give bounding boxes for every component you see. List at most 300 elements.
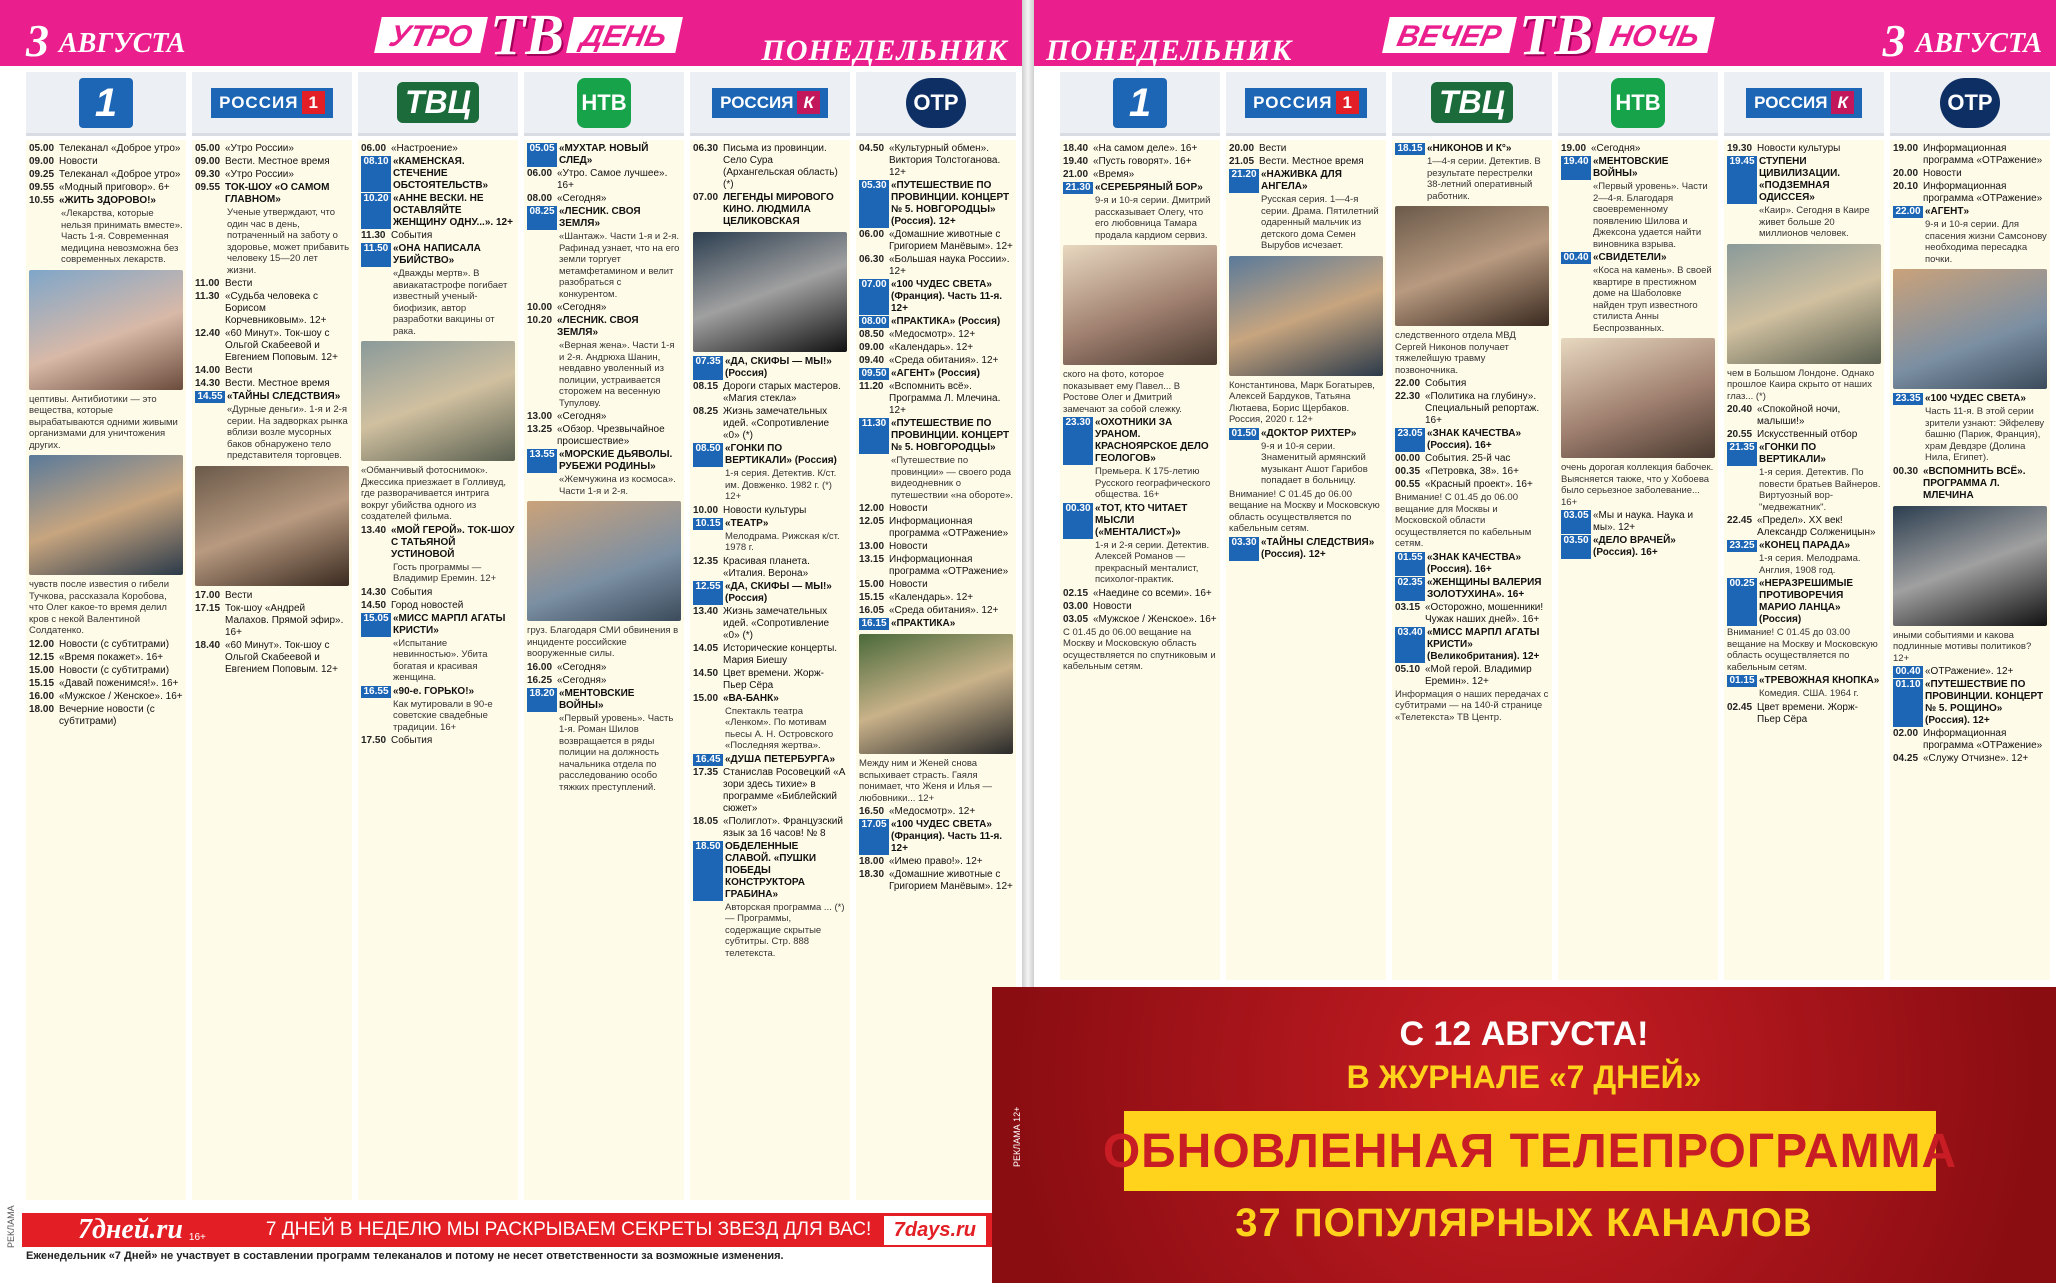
program-row[interactable] [527,411,681,423]
program-row[interactable] [361,686,515,698]
program-row[interactable] [859,418,1013,454]
program-time: 17.35 [693,766,719,778]
program-time: 18.00 [859,856,885,867]
program-row[interactable] [1395,552,1549,576]
program-row[interactable] [1893,143,2047,167]
magazine-ad-banner[interactable] [992,987,2056,1283]
left-page [0,0,1022,1283]
program-row[interactable] [527,688,681,712]
program-row[interactable] [29,691,183,703]
program-title: «ДОКТОР РИХТЕР» [1261,427,1357,439]
program-row[interactable] [859,143,1013,179]
program-row[interactable] [361,735,515,747]
program-row[interactable] [1395,664,1549,688]
channel-logo-cell[interactable] [1558,72,1718,136]
program-row[interactable] [693,841,847,901]
program-time: 08.50 [859,329,885,340]
program-row[interactable] [1063,601,1217,613]
program-row[interactable] [1727,404,1881,428]
logo-number: 1 [1336,91,1358,114]
program-title: «ПУТЕШЕСТВИЕ ПО ПРОВИНЦИИ. КОНЦЕРТ № 5. НОВГОРОДЦЫ» (Россия). 12+ [891,180,1010,227]
channel-logo-cell[interactable] [1226,72,1386,136]
program-time: 13.15 [859,554,885,565]
ad-channels-line: 37 ПОПУЛЯРНЫХ КАНАЛОВ [1235,1201,1813,1245]
program-photo [1395,206,1549,326]
program-photo [693,232,847,352]
program-time: 09.00 [195,156,221,167]
program-description: следственного отдела МВД Сергей Никонов получает тяжелейшую травму позвоночника. [1395,330,1516,376]
program-row[interactable] [195,365,349,377]
program-time: 16.50 [859,806,885,817]
program-title: «ГОНКИ ПО ВЕРТИКАЛИ» (Россия) [725,443,837,466]
program-row[interactable] [693,381,847,405]
ntv-logo-icon: НТВ [577,78,631,128]
program-row[interactable] [859,869,1013,893]
program-description: Константинова, Марк Богатырев, Алексей Бардуков, Татьяна Лютаева, Борис Щербаков. Россия, 2020 г. 12+ [1229,379,1375,425]
program-row[interactable] [859,592,1013,604]
program-row[interactable] [1893,206,2047,218]
program-row[interactable] [1395,479,1549,491]
program-description: иными событиями и какова подлинные мотивы политиков? 12+ [1893,629,2032,664]
footer-reklama-label: РЕКЛАМА [6,1205,16,1248]
program-title: «Медосмотр». 12+ [889,329,976,340]
program-title: Вести. Местное время [1259,156,1364,167]
program-title: Красивая планета. «Италия. Верона» [723,555,810,579]
program-row[interactable] [195,590,349,602]
program-row[interactable] [527,449,681,473]
program-row[interactable] [859,819,1013,855]
program-row[interactable] [859,342,1013,354]
program-time: 19.00 [1561,143,1587,154]
program-title: «ЖИТЬ ЗДОРОВО!» [59,195,156,206]
program-time: 23.35 [1893,393,1923,405]
program-time: 09.50 [859,368,889,380]
program-row[interactable] [1727,156,1881,204]
channel-column [192,140,352,1200]
program-title: «НЕРАЗРЕШИМЫЕ ПРОТИВОРЕЧИЯ МАРИО ЛАНЦА» (Россия) [1759,578,1854,625]
program-row[interactable] [693,192,847,228]
program-title: «Культурный обмен». Виктория Толстоганова. 12+ [889,143,1001,178]
program-time: 15.15 [29,677,55,689]
program-row[interactable] [693,816,847,840]
program-time: 17.05 [859,819,889,855]
right-brand-logo [1386,2,1711,67]
program-row[interactable] [1395,378,1549,390]
program-row[interactable] [1561,535,1715,559]
program-row[interactable] [693,505,847,517]
program-row[interactable] [1561,252,1715,264]
program-row[interactable] [29,195,183,207]
program-row[interactable] [859,503,1013,515]
program-title: «ТАЙНЫ СЛЕДСТВИЯ» [227,391,341,402]
program-row[interactable] [361,600,515,612]
program-row[interactable] [29,156,183,168]
program-description: Авторская программа ... (*) — Программы, содержащие скрытые субтитры. Стр. 888 телетекста. [725,901,845,959]
program-time: 03.00 [1063,600,1089,612]
program-time: 22.00 [1893,206,1923,218]
program-row[interactable] [195,391,349,403]
right-schedule [1060,140,2050,980]
program-time: 08.10 [361,156,391,192]
program-time: 13.00 [527,411,553,422]
program-row[interactable] [1727,429,1881,441]
program-row[interactable] [361,587,515,599]
logo-number: К [1831,91,1853,114]
program-time: 19.30 [1727,143,1753,154]
program-row[interactable] [361,193,515,229]
program-row[interactable] [1063,143,1217,155]
program-row[interactable] [527,168,681,192]
program-row[interactable] [693,693,847,705]
program-time: 21.35 [1727,442,1757,466]
footer-banner[interactable] [22,1213,1012,1247]
right-date: 3 АВГУСТА [1882,15,2042,66]
channel-one-logo-icon: 1 [1113,78,1167,128]
program-row[interactable] [693,556,847,580]
program-row[interactable] [195,143,349,155]
program-row[interactable] [1893,666,2047,678]
program-row[interactable] [1893,393,2047,405]
program-time: 05.00 [29,143,55,154]
channel-logo-cell[interactable] [1724,72,1884,136]
program-row[interactable] [527,315,681,339]
program-row[interactable] [859,516,1013,540]
program-title: «Давай поженимся!». 16+ [59,677,179,689]
program-row[interactable] [1229,537,1383,561]
program-row[interactable] [1727,702,1881,726]
russia-1-logo-icon [211,88,333,118]
program-row[interactable] [1395,602,1549,626]
program-title: Новости (с субтитрами) [59,638,170,650]
program-time: 16.00 [29,690,55,702]
program-row[interactable] [195,640,349,676]
program-title: «Обзор. Чрезвычайное происшествие» [557,424,665,447]
program-title: «КАМЕНСКАЯ. СТЕЧЕНИЕ ОБСТОЯТЕЛЬСТВ» [393,156,489,191]
program-title: «Сегодня» [557,661,607,673]
program-row[interactable] [527,143,681,167]
program-row[interactable] [1893,181,2047,205]
program-row[interactable] [1063,417,1217,465]
program-row[interactable] [29,704,183,728]
program-row[interactable] [1727,442,1881,466]
program-title: Город новостей [391,599,464,611]
program-row[interactable] [361,525,515,561]
program-row[interactable] [195,291,349,327]
program-title: «СЕРЕБРЯНЫЙ БОР» [1095,182,1203,193]
program-time: 21.20 [1229,169,1259,193]
program-row[interactable] [1395,143,1549,155]
program-title: «ГОНКИ ПО ВЕРТИКАЛИ» [1759,442,1826,465]
program-row[interactable] [1395,453,1549,465]
program-row[interactable] [1395,391,1549,427]
program-row[interactable] [859,279,1013,315]
program-row[interactable] [693,356,847,380]
program-title: «Утро. Самое лучшее». 16+ [557,168,668,191]
program-description: «Испытание невинностью». Убита богатая и красивая женщина. [393,637,488,683]
program-row[interactable] [1727,143,1881,155]
program-time: 05.00 [195,143,221,154]
program-row[interactable] [1395,466,1549,478]
program-row[interactable] [1727,515,1881,539]
program-row[interactable] [1893,466,2047,502]
ad-reklama-label: РЕКЛАМА 12+ [1012,1106,1022,1167]
program-title: Новости (с субтитрами) [59,664,170,676]
program-row[interactable] [29,639,183,651]
brand-tv: ТВ [1518,2,1594,67]
program-row[interactable] [527,424,681,448]
program-row[interactable] [1063,503,1217,539]
program-row[interactable] [859,541,1013,553]
program-time: 15.00 [29,664,55,676]
program-row[interactable] [1561,143,1715,155]
program-title: «100 ЧУДЕС СВЕТА» (Франция). Часть 11-я. 12+ [891,819,1003,854]
program-row[interactable] [195,182,349,206]
program-row[interactable] [693,518,847,530]
program-row[interactable] [693,581,847,605]
program-row[interactable] [1229,428,1383,440]
program-time: 08.00 [859,316,889,328]
program-time: 15.00 [859,579,885,590]
program-title: «Сегодня» [557,193,607,204]
channel-logo-cell[interactable] [690,72,850,136]
russia-k-logo-icon [1746,88,1862,118]
program-row[interactable] [693,606,847,642]
program-row[interactable] [527,193,681,205]
program-row[interactable] [29,678,183,690]
program-title: «Домашние животные с Григорием Манёвым». 12+ [889,869,1013,892]
program-row[interactable] [29,169,183,181]
program-time: 19.40 [1063,156,1089,167]
program-row[interactable] [859,254,1013,278]
program-row[interactable] [1395,627,1549,663]
program-time: 18.15 [1395,143,1425,155]
program-row[interactable] [859,605,1013,617]
right-channel-logos [1060,72,2050,136]
program-title: «Модный приговор». 6+ [59,182,170,193]
program-time: 12.55 [693,581,723,605]
program-row[interactable] [527,302,681,314]
brand-tag-evening: ВЕЧЕР [1382,17,1517,53]
program-time: 18.00 [29,703,55,715]
program-time: 00.35 [1395,466,1421,477]
program-row[interactable] [361,156,515,192]
logo-text: РОССИЯ [219,92,299,112]
footer-disclaimer: Еженедельник «7 Дней» не участвует в составлении программ телеканалов и потому не несет ответственности за возможные изменения. [26,1250,784,1262]
footer-age-rating: 16+ [188,1232,206,1243]
program-row[interactable] [859,368,1013,380]
program-title: «Календарь». 12+ [889,592,974,603]
program-time: 00.00 [1395,453,1421,464]
program-description: 1-я серия. Детектив. По повести братьев Вайнеров. Виртуозный вор-"медвежатник". [1759,467,1881,513]
program-row[interactable] [361,230,515,242]
program-row[interactable] [693,767,847,815]
program-row[interactable] [1893,753,2047,765]
program-photo [1893,506,2047,626]
program-row[interactable] [361,243,515,267]
program-row[interactable] [1561,156,1715,180]
channel-logo-cell[interactable] [524,72,684,136]
program-time: 19.00 [1893,143,1919,154]
program-row[interactable] [1063,169,1217,181]
program-description: Гость программы — Владимир Еремин. 12+ [393,561,497,584]
channel-column [1890,140,2050,980]
program-time: 08.25 [693,406,719,417]
channel-logo-cell[interactable] [856,72,1016,136]
program-description: 1-я серия. Мелодрама. Англия, 1908 год. [1759,553,1861,576]
program-title: Искусственный отбор [1757,429,1858,440]
program-time: 06.00 [361,143,387,154]
program-row[interactable] [1395,428,1549,452]
program-row[interactable] [1395,577,1549,601]
program-row[interactable] [361,613,515,637]
footer-site-logo[interactable]: 7дней.ru [78,1214,183,1245]
program-title: «Судьба человека с Борисом Корчевниковым». 12+ [225,291,327,326]
program-description: Внимание! С 01.45 до 06.00 вещание для Москвы и Московской области осуществляется по кабельным сетям. [1395,492,1532,549]
program-row[interactable] [693,668,847,692]
program-time: 01.50 [1229,428,1259,440]
program-row[interactable] [693,443,847,467]
program-row[interactable] [859,180,1013,228]
program-time: 23.30 [1063,417,1093,465]
program-row[interactable] [859,618,1013,630]
program-time: 15.05 [361,613,391,637]
program-time: 03.50 [1561,535,1591,559]
program-row[interactable] [195,603,349,639]
program-title: «Настроение» [391,143,458,154]
program-title: «ДЕЛО ВРАЧЕЙ» (Россия). 16+ [1593,535,1676,558]
program-time: 08.00 [527,193,553,204]
program-time: 00.30 [1893,465,1919,477]
program-row[interactable] [1063,182,1217,194]
program-row[interactable] [1063,156,1217,168]
channel-logo-cell[interactable] [1392,72,1552,136]
program-title: «ТОТ, КТО ЧИТАЕТ МЫСЛИ («МЕНТАЛИСТ»)» [1095,502,1188,538]
program-row[interactable] [1727,675,1881,687]
program-row[interactable] [859,806,1013,818]
program-row[interactable] [29,182,183,194]
program-time: 07.35 [693,356,723,380]
program-title: «Сегодня» [557,674,607,686]
program-row[interactable] [1063,588,1217,600]
program-time: 21.05 [1229,156,1255,167]
program-row[interactable] [29,143,183,155]
program-description: Мелодрама. Рижская к/ст. 1978 г. [725,530,840,553]
program-time: 19.40 [1561,156,1591,180]
program-photo [29,270,183,390]
brand-tv: ТВ [490,2,565,67]
program-row[interactable] [693,643,847,667]
program-row[interactable] [693,754,847,766]
program-row[interactable] [693,406,847,442]
program-title: «Сегодня» [557,302,607,313]
program-row[interactable] [1229,169,1383,193]
channel-logo-cell[interactable] [358,72,518,136]
program-time: 11.30 [859,418,889,454]
footer-slogan: 7 ДНЕЙ В НЕДЕЛЮ МЫ РАСКРЫВАЕМ СЕКРЕТЫ ЗВЕЗД ДЛЯ ВАС! [265,1219,872,1240]
program-title: «МУХТАР. НОВЫЙ СЛЕД» [559,143,649,166]
program-row[interactable] [195,328,349,364]
program-photo [1561,338,1715,458]
program-row[interactable] [29,652,183,664]
program-time: 09.55 [29,182,55,193]
channel-logo-cell[interactable] [1890,72,2050,136]
program-time: 14.05 [693,642,719,654]
program-row[interactable] [859,856,1013,868]
program-title: «АГЕНТ» (Россия) [891,368,980,379]
program-row[interactable] [527,206,681,230]
program-time: 15.15 [859,592,885,603]
program-row[interactable] [1561,510,1715,534]
program-row[interactable] [1229,156,1383,168]
program-title: Новости [889,503,928,514]
program-time: 22.30 [1395,391,1421,402]
program-title: Ток-шоу «Андрей Малахов. Прямой эфир». 16+ [225,602,344,638]
channel-column [1724,140,1884,980]
program-row[interactable] [527,675,681,687]
program-row[interactable] [859,554,1013,578]
program-title: Вести. Местное время [225,378,330,389]
program-time: 06.30 [859,254,885,265]
program-row[interactable] [1229,143,1383,155]
program-description: «Жемчужина из космоса». Части 1-я и 2-я. [559,474,676,497]
program-row[interactable] [859,579,1013,591]
program-row[interactable] [29,665,183,677]
program-time: 02.00 [1893,728,1919,739]
program-time: 00.40 [1561,252,1591,264]
program-description: «Верная жена». Части 1-я и 2-я. Андрюха Шанин, невдавно уволенный из полиции, устраивается сторожем на весенную Тупулову. [559,340,675,409]
program-row[interactable] [1727,578,1881,626]
program-time: 03.15 [1395,601,1421,613]
program-row[interactable] [1063,614,1217,626]
program-time: 03.05 [1063,613,1089,625]
program-time: 00.40 [1893,666,1923,678]
program-time: 18.20 [527,688,557,712]
program-row[interactable] [859,355,1013,367]
program-row[interactable] [859,316,1013,328]
program-row[interactable] [859,329,1013,341]
channel-logo-cell[interactable] [26,72,186,136]
program-time: 03.05 [1561,510,1591,534]
channel-logo-cell[interactable] [1060,72,1220,136]
program-time: 08.25 [527,206,557,230]
program-row[interactable] [195,156,349,168]
program-time: 00.25 [1727,578,1757,626]
program-title: «Утро России» [225,143,294,154]
footer-site-link[interactable]: 7days.ru [884,1216,986,1245]
program-row[interactable] [195,278,349,290]
program-row[interactable] [693,143,847,191]
program-row[interactable] [1893,728,2047,752]
program-row[interactable] [195,378,349,390]
program-title: Вести. Местное время [225,156,330,167]
program-title: Вечерние новости (с субтитрами) [59,703,155,727]
program-time: 01.10 [1893,679,1923,727]
program-row[interactable] [1727,540,1881,552]
program-title: События [391,586,433,598]
program-time: 12.40 [195,328,221,339]
program-row[interactable] [361,143,515,155]
program-row[interactable] [859,381,1013,417]
program-row[interactable] [859,229,1013,253]
program-row[interactable] [195,169,349,181]
program-title: Новости культуры [1757,143,1841,154]
program-row[interactable] [1893,168,2047,180]
program-row[interactable] [1893,679,2047,727]
channel-logo-cell[interactable] [192,72,352,136]
program-title: «НАЖИВКА ДЛЯ АНГЕЛА» [1261,169,1342,192]
program-row[interactable] [527,662,681,674]
channel-column [524,140,684,1200]
